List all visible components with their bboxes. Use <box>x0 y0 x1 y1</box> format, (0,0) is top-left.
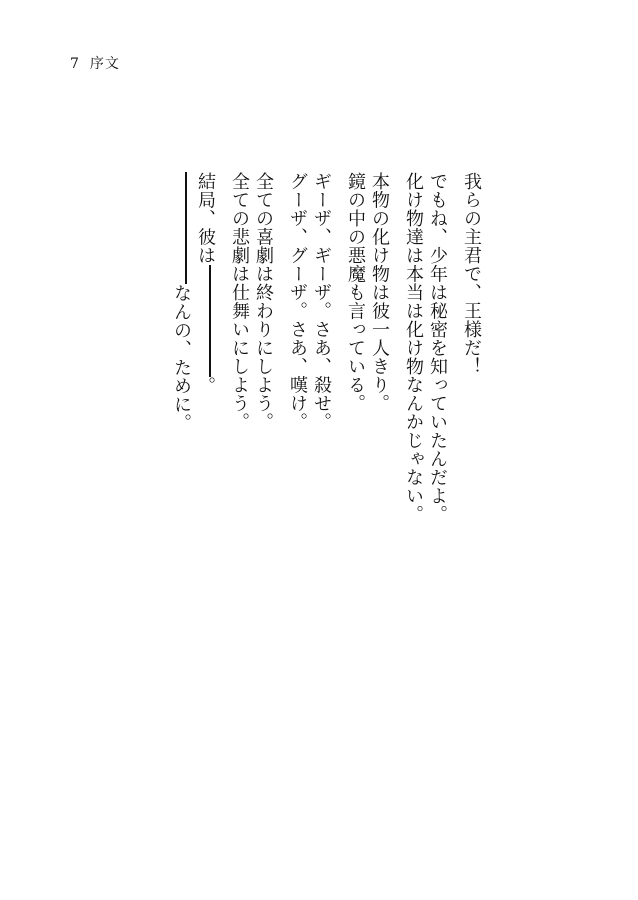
paragraph-gap <box>217 172 227 552</box>
closing-text: なんの、ために。 <box>171 284 192 432</box>
closing-text: 結局、彼は <box>195 172 216 265</box>
text-line: 鏡の中の悪魔も言っている。 <box>345 172 366 413</box>
text-line: 化け物達は本当は化け物なんかじゃない。 <box>403 172 424 524</box>
running-header <box>70 56 120 72</box>
text-line: 全ての喜劇は終わりにしよう。 <box>253 172 274 431</box>
section-title: 序文 <box>89 56 120 72</box>
paragraph-gap <box>333 172 343 552</box>
closing-line-2 <box>169 172 193 552</box>
vertical-body-text <box>169 172 483 552</box>
text-line: ギーザ、ギーザ。さあ、殺せ。 <box>311 172 332 431</box>
paragraph-gap <box>275 172 285 552</box>
text-line: グーザ、グーザ。さあ、嘆け。 <box>287 172 308 431</box>
paragraph-gap <box>391 172 401 552</box>
closing-line-1 <box>193 172 217 552</box>
em-dash-rule <box>185 172 187 284</box>
text-line: でもね、少年は秘密を知っていたんだよ。 <box>427 172 448 524</box>
text-line: 全ての悲劇は仕舞いにしよう。 <box>229 172 250 431</box>
text-line: 本物の化け物は彼一人きり。 <box>369 172 390 413</box>
em-dash-rule <box>209 265 211 377</box>
closing-end: 。 <box>195 376 216 395</box>
text-line: 我らの主君で、王様だ！ <box>461 172 482 376</box>
paragraph-gap <box>449 172 459 552</box>
page-number: 7 <box>70 56 80 72</box>
